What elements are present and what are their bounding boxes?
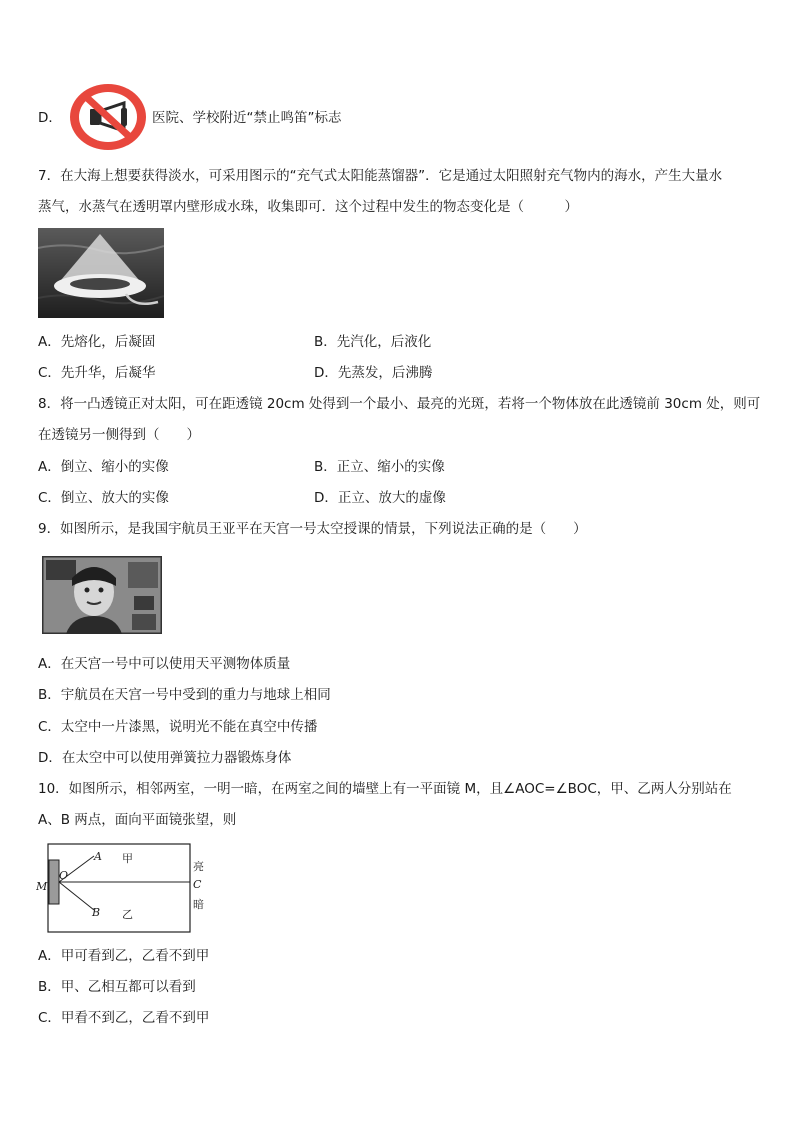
diagram-label-yi: 乙 bbox=[122, 908, 133, 921]
q7-stem-line1: 7．在大海上想要获得淡水，可采用图示的“充气式太阳能蒸馏器”．它是通过太阳照射充气物内的海水，产生大量水 bbox=[38, 168, 723, 184]
q7-option-b: B．先汽化，后液化 bbox=[314, 334, 432, 350]
no-horn-sign-icon bbox=[66, 80, 150, 154]
q8-option-b: B．正立、缩小的实像 bbox=[314, 459, 445, 475]
mirror-rooms-diagram bbox=[36, 842, 212, 936]
q9-option-b: B．宇航员在天宫一号中受到的重力与地球上相同 bbox=[38, 687, 331, 703]
q9-option-a: A．在天宫一号中可以使用天平测物体质量 bbox=[38, 656, 291, 672]
solar-still-photo bbox=[38, 228, 164, 318]
q8-option-c: C．倒立、放大的实像 bbox=[38, 490, 169, 506]
q10-option-b: B．甲、乙相互都可以看到 bbox=[38, 979, 196, 995]
q10-option-c: C．甲看不到乙，乙看不到甲 bbox=[38, 1010, 210, 1026]
q6-option-d-text: 医院、学校附近“禁止鸣笛”标志 bbox=[152, 110, 342, 126]
q7-stem-line2: 蒸气，水蒸气在透明罩内壁形成水珠，收集即可．这个过程中发生的物态变化是（ ） bbox=[38, 199, 578, 215]
q6-option-d-label: D． bbox=[38, 110, 62, 126]
q7-option-a: A．先熔化，后凝固 bbox=[38, 334, 156, 350]
diagram-label-an: 暗 bbox=[193, 898, 204, 911]
q7-option-c: C．先升华，后凝华 bbox=[38, 365, 156, 381]
diagram-label-c: C bbox=[193, 878, 202, 891]
diagram-label-liang: 亮 bbox=[193, 860, 204, 873]
q9-stem-line1: 9．如图所示，是我国宇航员王亚平在天宫一号太空授课的情景，下列说法正确的是（ ） bbox=[38, 521, 587, 537]
q9-option-d: D．在太空中可以使用弹簧拉力器锻炼身体 bbox=[38, 750, 292, 766]
diagram-label-jia: 甲 bbox=[122, 852, 133, 865]
q9-option-c: C．太空中一片漆黑，说明光不能在真空中传播 bbox=[38, 719, 318, 735]
q8-stem-line2: 在透镜另一侧得到（ ） bbox=[38, 427, 200, 443]
q10-option-a: A．甲可看到乙，乙看不到甲 bbox=[38, 948, 210, 964]
diagram-label-a: A bbox=[94, 850, 102, 863]
q8-option-d: D．正立、放大的虚像 bbox=[314, 490, 446, 506]
q7-option-d: D．先蒸发，后沸腾 bbox=[314, 365, 433, 381]
astronaut-photo bbox=[42, 556, 162, 634]
q10-stem-line2: A、B 两点，面向平面镜张望，则 bbox=[38, 812, 237, 828]
q8-option-a: A．倒立、缩小的实像 bbox=[38, 459, 169, 475]
q8-stem-line1: 8．将一凸透镜正对太阳，可在距透镜 20cm 处得到一个最小、最亮的光斑，若将一个物体放在此透镜前 30cm 处，则可 bbox=[38, 396, 761, 412]
diagram-label-o: O bbox=[59, 869, 69, 882]
diagram-label-m: M bbox=[36, 880, 48, 893]
diagram-label-b: B bbox=[92, 906, 101, 919]
q10-stem-line1: 10．如图所示，相邻两室，一明一暗，在两室之间的墙壁上有一平面镜 M，且∠AOC=∠BOC，甲、乙两人分别站在 bbox=[38, 781, 732, 797]
